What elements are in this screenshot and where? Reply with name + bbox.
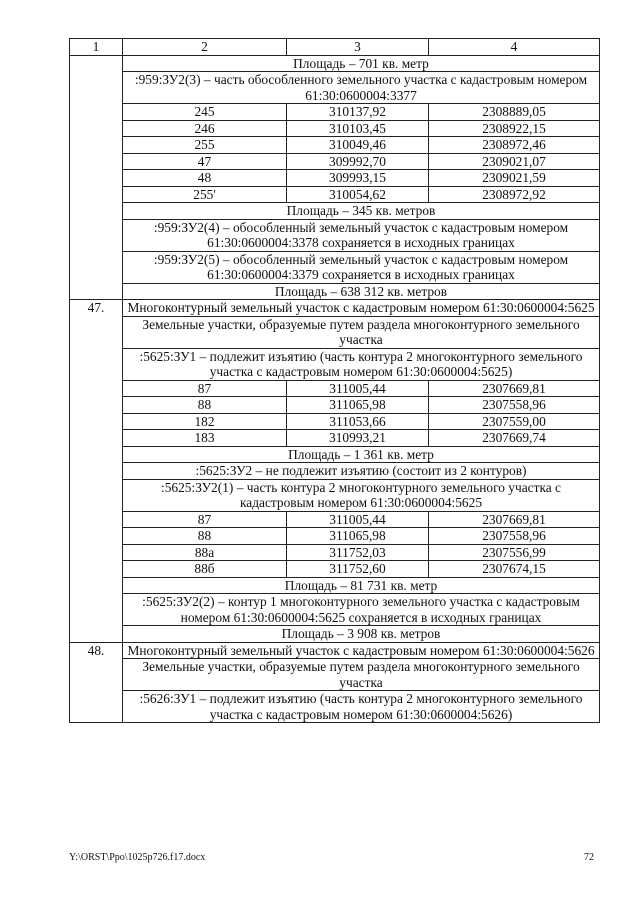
table-body [70, 39, 600, 723]
x-coordinate-cell: 311752,60 [287, 561, 429, 578]
y-coordinate-cell: 2308972,92 [429, 186, 600, 203]
coordinate-row [70, 186, 600, 203]
header-cell: 1 [70, 39, 123, 56]
coordinate-row [70, 397, 600, 414]
description-cell: :5625:ЗУ2(1) – часть контура 2 многоконтурного земельного участка с кадастровым номером 61:30:0600004:5625 [123, 479, 600, 511]
description-cell: :959:ЗУ2(3) – часть обособленного земельного участка с кадастровым номером 61:30:0600004:3377 [123, 72, 600, 104]
description-cell: :5626:ЗУ1 – подлежит изъятию (часть контура 2 многоконтурного земельного участка с кадастровым номером 61:30:0600004:5626) [123, 691, 600, 723]
parcel-title-row [70, 300, 600, 317]
text-row [70, 55, 600, 72]
coordinate-row [70, 561, 600, 578]
coordinate-row [70, 511, 600, 528]
x-coordinate-cell: 310103,45 [287, 120, 429, 137]
description-cell: Земельные участки, образуемые путем раздела многоконтурного земельного участка [123, 316, 600, 348]
text-row [70, 463, 600, 480]
coordinate-row [70, 380, 600, 397]
coordinate-row [70, 137, 600, 154]
y-coordinate-cell: 2307669,81 [429, 380, 600, 397]
y-coordinate-cell: 2307558,96 [429, 397, 600, 414]
description-cell: Площадь – 81 731 кв. метр [123, 577, 600, 594]
point-number-cell: 88б [123, 561, 287, 578]
y-coordinate-cell: 2307559,00 [429, 413, 600, 430]
text-row [70, 626, 600, 643]
point-number-cell: 182 [123, 413, 287, 430]
y-coordinate-cell: 2308922,15 [429, 120, 600, 137]
item-number-cell: 47. [70, 300, 123, 643]
text-row [70, 446, 600, 463]
description-cell: :5625:ЗУ2 – не подлежит изъятию (состоит из 2 контуров) [123, 463, 600, 480]
header-cell: 3 [287, 39, 429, 56]
y-coordinate-cell: 2309021,07 [429, 153, 600, 170]
point-number-cell: 47 [123, 153, 287, 170]
text-row [70, 691, 600, 723]
y-coordinate-cell: 2307669,74 [429, 430, 600, 447]
description-cell: Площадь – 701 кв. метр [123, 55, 600, 72]
description-cell: :5625:ЗУ1 – подлежит изъятию (часть контура 2 многоконтурного земельного участка с кадастровым номером 61:30:0600004:5625) [123, 348, 600, 380]
item-number-cell [70, 55, 123, 300]
point-number-cell: 183 [123, 430, 287, 447]
parcel-title-row [70, 642, 600, 659]
coordinate-row [70, 413, 600, 430]
point-number-cell: 88 [123, 528, 287, 545]
coordinate-row [70, 528, 600, 545]
coordinate-row [70, 430, 600, 447]
point-number-cell: 255 [123, 137, 287, 154]
text-row [70, 348, 600, 380]
text-row [70, 479, 600, 511]
text-row [70, 659, 600, 691]
point-number-cell: 245 [123, 104, 287, 121]
coordinate-row [70, 153, 600, 170]
description-cell: :5625:ЗУ2(2) – контур 1 многоконтурного земельного участка с кадастровым номером 61:30:0600004:5625 сохраняется в исходных границах [123, 594, 600, 626]
x-coordinate-cell: 310049,46 [287, 137, 429, 154]
point-number-cell: 87 [123, 511, 287, 528]
x-coordinate-cell: 311005,44 [287, 511, 429, 528]
coordinates-table [69, 38, 600, 723]
x-coordinate-cell: 311053,66 [287, 413, 429, 430]
point-number-cell: 87 [123, 380, 287, 397]
y-coordinate-cell: 2307669,81 [429, 511, 600, 528]
y-coordinate-cell: 2307674,15 [429, 561, 600, 578]
footer-file-path: Y:\ORST\Ppo\1025p726.f17.docx [69, 852, 206, 863]
point-number-cell: 88а [123, 544, 287, 561]
text-row [70, 577, 600, 594]
description-cell: Земельные участки, образуемые путем раздела многоконтурного земельного участка [123, 659, 600, 691]
header-cell: 2 [123, 39, 287, 56]
description-cell: Площадь – 1 361 кв. метр [123, 446, 600, 463]
x-coordinate-cell: 310054,62 [287, 186, 429, 203]
text-row [70, 251, 600, 283]
description-cell: Площадь – 345 кв. метров [123, 203, 600, 220]
description-cell: :959:ЗУ2(5) – обособленный земельный участок с кадастровым номером 61:30:0600004:3379 сохраняется в исходных границах [123, 251, 600, 283]
x-coordinate-cell: 310993,21 [287, 430, 429, 447]
point-number-cell: 246 [123, 120, 287, 137]
description-cell: :959:ЗУ2(4) – обособленный земельный участок с кадастровым номером 61:30:0600004:3378 сохраняется в исходных границах [123, 219, 600, 251]
point-number-cell: 88 [123, 397, 287, 414]
parcel-title-cell: Многоконтурный земельный участок с кадастровым номером 61:30:0600004:5625 [123, 300, 600, 317]
y-coordinate-cell: 2307556,99 [429, 544, 600, 561]
description-cell: Площадь – 3 908 кв. метров [123, 626, 600, 643]
x-coordinate-cell: 309993,15 [287, 170, 429, 187]
y-coordinate-cell: 2308889,05 [429, 104, 600, 121]
x-coordinate-cell: 311065,98 [287, 397, 429, 414]
coordinate-row [70, 120, 600, 137]
point-number-cell: 48 [123, 170, 287, 187]
coordinate-row [70, 544, 600, 561]
coordinate-row [70, 170, 600, 187]
parcel-title-cell: Многоконтурный земельный участок с кадастровым номером 61:30:0600004:5626 [123, 642, 600, 659]
x-coordinate-cell: 311005,44 [287, 380, 429, 397]
y-coordinate-cell: 2308972,46 [429, 137, 600, 154]
x-coordinate-cell: 310137,92 [287, 104, 429, 121]
coordinate-row [70, 104, 600, 121]
text-row [70, 219, 600, 251]
y-coordinate-cell: 2307558,96 [429, 528, 600, 545]
header-cell: 4 [429, 39, 600, 56]
text-row [70, 594, 600, 626]
header-row [70, 39, 600, 56]
text-row [70, 72, 600, 104]
text-row [70, 203, 600, 220]
description-cell: Площадь – 638 312 кв. метров [123, 283, 600, 300]
x-coordinate-cell: 311752,03 [287, 544, 429, 561]
page-number: 72 [584, 852, 594, 863]
y-coordinate-cell: 2309021,59 [429, 170, 600, 187]
text-row [70, 316, 600, 348]
x-coordinate-cell: 311065,98 [287, 528, 429, 545]
item-number-cell: 48. [70, 642, 123, 723]
text-row [70, 283, 600, 300]
x-coordinate-cell: 309992,70 [287, 153, 429, 170]
point-number-cell: 255' [123, 186, 287, 203]
